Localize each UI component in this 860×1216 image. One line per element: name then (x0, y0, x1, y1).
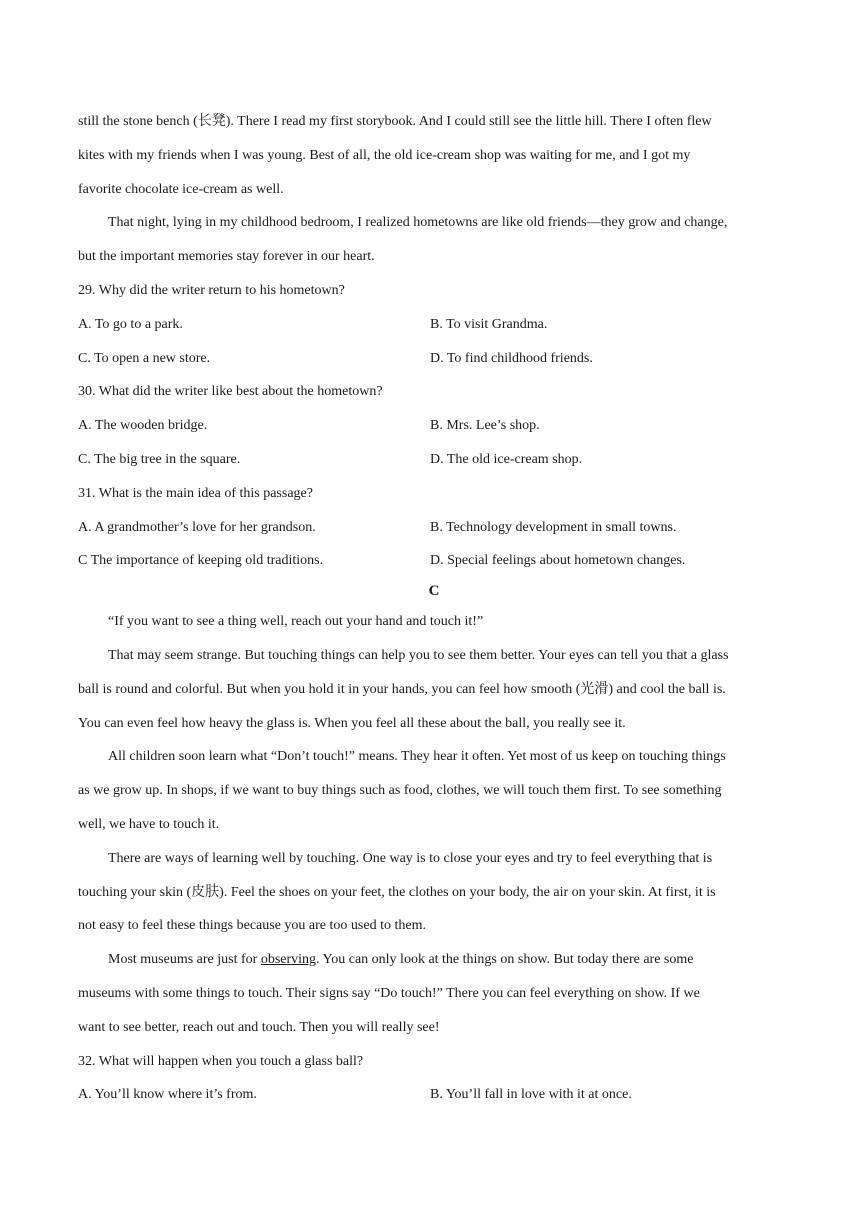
option-d: D. Special feelings about hometown changes. (430, 553, 686, 569)
option-a: A. A grandmother’s love for her grandson. (78, 519, 316, 535)
passage-text-line: You can even feel how heavy the glass is. When you feel all these about the ball, you really see it. (78, 715, 626, 731)
option-a: A. To go to a park. (78, 316, 183, 332)
passage-text-line: well, we have to touch it. (78, 816, 220, 832)
question-stem: 31. What is the main idea of this passage? (78, 485, 313, 501)
option-c: C The importance of keeping old traditions. (78, 553, 324, 569)
option-a: A. The wooden bridge. (78, 418, 208, 434)
question-options-row (78, 409, 790, 443)
passage-text-line: All children soon learn what “Don’t touch!” means. They hear it often. Yet most of us keep on touching things (108, 749, 726, 765)
passage-text-line: but the important memories stay forever in our heart. (78, 249, 375, 265)
passage-text-line: not easy to feel these things because you are too used to them. (78, 918, 426, 934)
passage-text-line: want to see better, reach out and touch. Then you will really see! (78, 1019, 440, 1035)
passage-text-line: favorite chocolate ice-cream as well. (78, 181, 284, 197)
passage-text-line: touching your skin (皮肤). Feel the shoes on your feet, the clothes on your body, the air on your skin. At first, it is (78, 884, 716, 900)
passage-text-line: still the stone bench (长凳). There I read my first storybook. And I could still see the little hill. There I often flew (78, 114, 712, 129)
passage-text-line: There are ways of learning well by touching. One way is to close your eyes and try to feel everything that is (108, 850, 713, 866)
option-c: C. To open a new store. (78, 350, 211, 366)
section-title: C (428, 583, 440, 600)
option-b: B. To visit Grandma. (430, 316, 548, 332)
option-b: B. Technology development in small towns. (430, 519, 677, 535)
passage-text-line: as we grow up. In shops, if we want to buy things such as food, clothes, we will touch them first. To see something (78, 783, 722, 799)
option-b: B. Mrs. Lee’s shop. (430, 418, 540, 434)
question-options-row (78, 342, 790, 376)
question-options-row (78, 511, 790, 545)
passage-text-line: kites with my friends when I was young. Best of all, the old ice-cream shop was waiting for me, and I got my (78, 147, 691, 163)
passage-text-line: ball is round and colorful. But when you hold it in your hands, you can feel how smooth (光滑) and cool the ball is. (78, 681, 726, 697)
passage-text-line: museums with some things to touch. Their signs say “Do touch!” There you can feel everything on show. If we (78, 985, 700, 1001)
document-page (78, 105, 790, 1112)
option-c: C. The big tree in the square. (78, 451, 241, 467)
question-options-row (78, 308, 790, 342)
passage-text-line: That may seem strange. But touching things can help you to see them better. Your eyes can tell you that a glass (108, 647, 729, 663)
question-stem: 30. What did the writer like best about the hometown? (78, 384, 383, 400)
option-d: D. To find childhood friends. (430, 350, 593, 366)
option-d: D. The old ice-cream shop. (430, 451, 583, 467)
question-stem: 32. What will happen when you touch a glass ball? (78, 1053, 364, 1069)
question-stem: 29. Why did the writer return to his hometown? (78, 282, 345, 298)
text-segment: . You can only look at the things on show. But today there are some (316, 952, 694, 968)
passage-text-line: That night, lying in my childhood bedroom, I realized hometowns are like old friends—they grow and change, (108, 215, 728, 231)
option-a: A. You’ll know where it’s from. (78, 1087, 257, 1103)
option-b: B. You’ll fall in love with it at once. (430, 1087, 632, 1103)
passage-text-line: “If you want to see a thing well, reach out your hand and touch it!” (108, 614, 484, 630)
question-options-row (78, 443, 790, 477)
text-segment: Most museums are just for (108, 952, 261, 968)
question-options-row (78, 1078, 790, 1112)
underlined-word: observing (260, 952, 317, 968)
question-options-row (78, 544, 790, 578)
passage-text-line (78, 943, 790, 977)
